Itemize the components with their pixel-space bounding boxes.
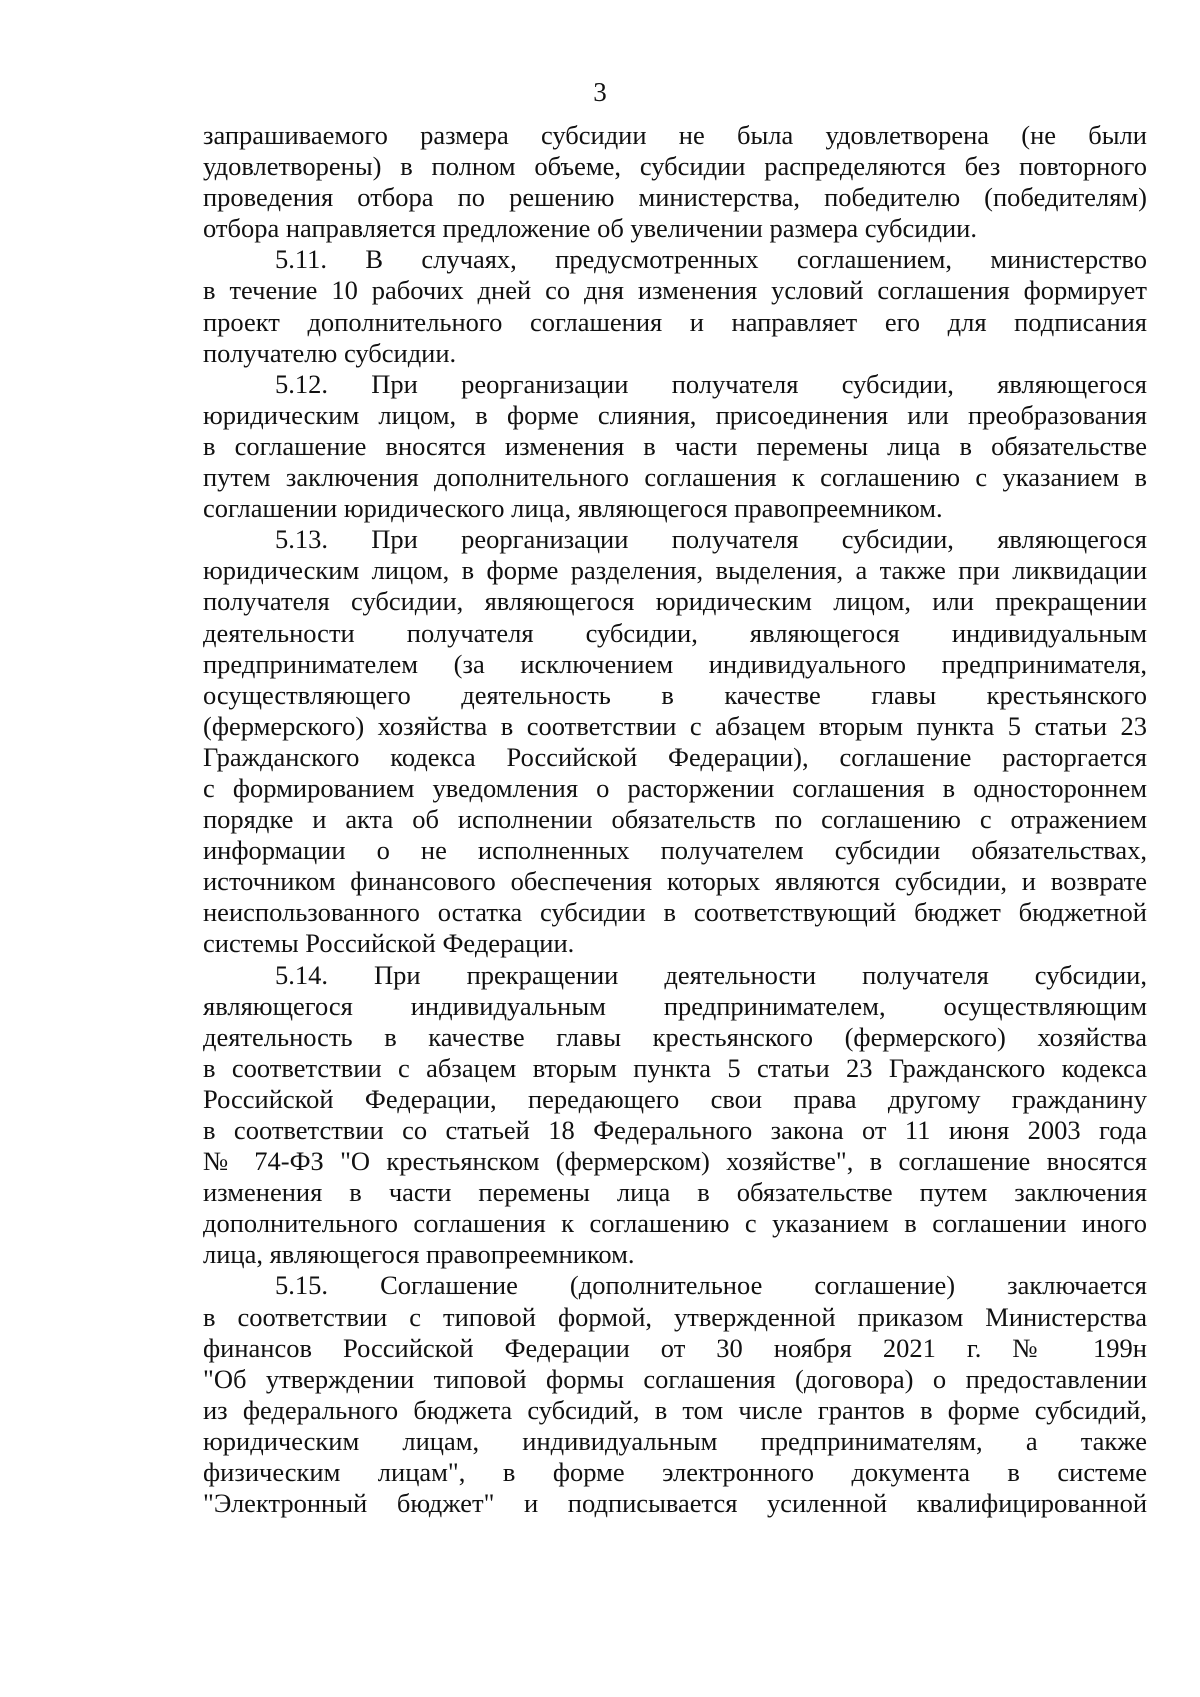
text-line: физическим лицам", в форме электронного документа в системе	[203, 1457, 1147, 1488]
text-line: порядке и акта об исполнении обязательств по соглашению с отражением	[203, 804, 1147, 835]
text-line: юридическим лицам, индивидуальным предпринимателям, а также	[203, 1425, 1147, 1456]
text-line: путем заключения дополнительного соглашения к соглашению с указанием в	[203, 462, 1147, 493]
text-line: системы Российской Федерации.	[203, 928, 575, 959]
text-line: 5.13. При реорганизации получателя субсидии, являющегося	[275, 524, 1147, 555]
text-line: в соответствии с абзацем вторым пункта 5 статьи 23 Гражданского кодекса	[203, 1052, 1147, 1083]
text-line: предпринимателем (за исключением индивидуального предпринимателя,	[203, 648, 1147, 679]
text-line: являющегося индивидуальным предпринимателем, осуществляющим	[203, 990, 1147, 1021]
text-line: 5.14. При прекращении деятельности получателя субсидии,	[275, 959, 1147, 990]
paragraph-5-15	[203, 1270, 1147, 1519]
document-body	[203, 120, 1147, 1519]
text-line: в соответствии со статьей 18 Федерального закона от 11 июня 2003 года	[203, 1115, 1147, 1145]
text-line: (фермерского) хозяйства в соответствии с абзацем вторым пункта 5 статьи 23	[203, 710, 1147, 741]
text-line: Гражданского кодекса Российской Федерации), соглашение расторгается	[203, 741, 1147, 772]
text-line: в соответствии с типовой формой, утвержденной приказом Министерства	[203, 1301, 1147, 1332]
page-number: 3	[593, 77, 607, 107]
text-line: отбора направляется предложение об увеличении размера субсидии.	[203, 213, 977, 244]
text-line: 5.15. Соглашение (дополнительное соглашение) заключается	[275, 1270, 1147, 1301]
paragraph-5-13	[203, 524, 1147, 959]
text-line: получателю субсидии.	[203, 337, 457, 368]
text-line: запрашиваемого размера субсидии не была удовлетворена (не были	[203, 120, 1147, 150]
text-line: дополнительного соглашения к соглашению с указанием в соглашении иного	[203, 1208, 1147, 1239]
text-line: информации о не исполненных получателем субсидии обязательствах,	[203, 835, 1147, 866]
paragraph-5-11	[203, 244, 1147, 368]
text-line: проект дополнительного соглашения и направляет его для подписания	[203, 306, 1147, 337]
text-line: с формированием уведомления о расторжении соглашения в одностороннем	[203, 772, 1147, 803]
text-line: "Об утверждении типовой формы соглашения (договора) о предоставлении	[203, 1363, 1147, 1394]
text-line: в соглашение вносятся изменения в части перемены лица в обязательстве	[203, 430, 1147, 461]
text-line: Российской Федерации, передающего свои права другому гражданину	[203, 1083, 1147, 1114]
text-line: № 74-ФЗ "О крестьянском (фермерском) хозяйстве", в соглашение вносятся	[203, 1146, 1147, 1177]
text-line: проведения отбора по решению министерства, победителю (победителям)	[203, 182, 1147, 213]
text-line: неиспользованного остатка субсидии в соответствующий бюджет бюджетной	[203, 897, 1147, 928]
text-line: 5.11. В случаях, предусмотренных соглашением, министерство	[275, 244, 1147, 275]
text-line: юридическим лицом, в форме слияния, присоединения или преобразования	[203, 399, 1147, 430]
text-line: лица, являющегося правопреемником.	[203, 1239, 635, 1270]
text-line: осуществляющего деятельность в качестве главы крестьянского	[203, 679, 1147, 710]
text-line: в течение 10 рабочих дней со дня изменения условий соглашения формирует	[203, 275, 1147, 306]
text-line: получателя субсидии, являющегося юридическим лицом, или прекращении	[203, 586, 1147, 617]
text-line: деятельности получателя субсидии, являющегося индивидуальным	[203, 617, 1147, 648]
text-line: соглашении юридического лица, являющегося правопреемником.	[203, 493, 943, 524]
text-line: финансов Российской Федерации от 30 ноября 2021 г. № 199н	[203, 1332, 1147, 1363]
text-line: удовлетворены) в полном объеме, субсидии распределяются без повторного	[203, 151, 1147, 182]
paragraph-continuation	[203, 120, 1147, 244]
text-line: 5.12. При реорганизации получателя субсидии, являющегося	[275, 368, 1147, 399]
text-line: изменения в части перемены лица в обязательстве путем заключения	[203, 1177, 1147, 1208]
text-line: деятельность в качестве главы крестьянского (фермерского) хозяйства	[203, 1021, 1147, 1052]
paragraph-5-12	[203, 369, 1147, 524]
text-line: "Электронный бюджет" и подписывается усиленной квалифицированной	[203, 1488, 1147, 1519]
text-line: юридическим лицом, в форме разделения, выделения, а также при ликвидации	[203, 555, 1147, 586]
paragraph-5-14	[203, 960, 1147, 1271]
text-line: источником финансового обеспечения которых являются субсидии, и возврате	[203, 866, 1147, 897]
text-line: из федерального бюджета субсидий, в том числе грантов в форме субсидий,	[203, 1394, 1147, 1425]
